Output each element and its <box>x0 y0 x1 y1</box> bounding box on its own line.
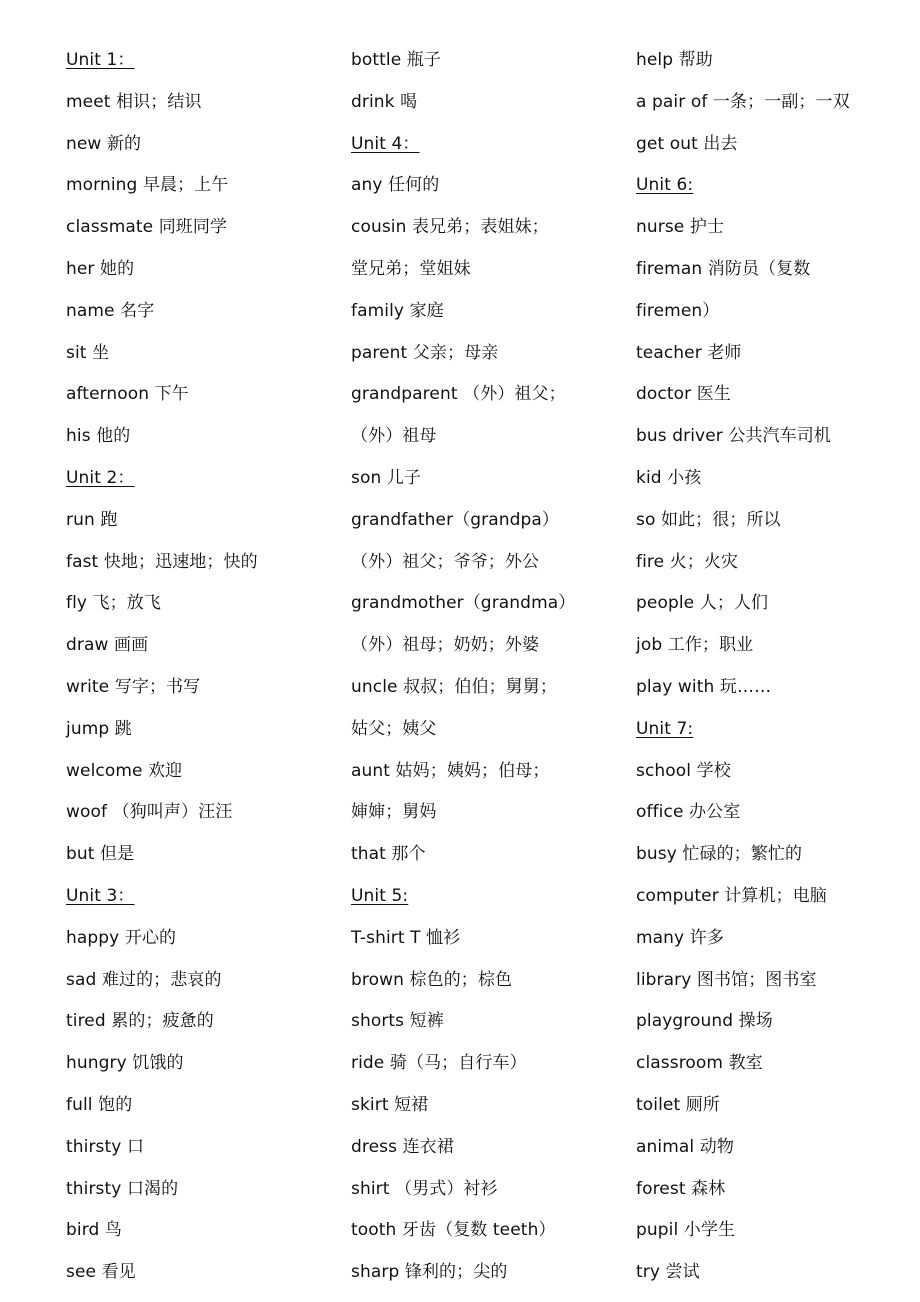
vocabulary-entry-text: job 工作；职业 <box>636 635 754 656</box>
vocabulary-entry <box>351 1092 575 1134</box>
vocabulary-entry-text: happy 开心的 <box>66 927 177 948</box>
vocabulary-entry-text: library 图书馆；图书室 <box>636 969 817 990</box>
vocabulary-entry <box>351 1176 575 1218</box>
vocabulary-entry <box>636 1050 850 1092</box>
vocabulary-entry <box>66 340 258 382</box>
vocabulary-entry <box>636 925 850 967</box>
vocabulary-entry <box>66 925 258 967</box>
vocabulary-entry-text: his 他的 <box>66 426 131 447</box>
vocabulary-entry <box>351 298 575 340</box>
vocabulary-entry <box>66 1217 258 1259</box>
vocabulary-entry <box>636 1259 850 1301</box>
vocabulary-entry <box>66 549 258 591</box>
vocabulary-entry-text: school 学校 <box>636 760 731 781</box>
vocabulary-entry-text: hungry 饥饿的 <box>66 1053 184 1074</box>
vocabulary-entry-text: fly 飞；放飞 <box>66 593 161 614</box>
vocabulary-entry-text: brown 棕色的；棕色 <box>351 969 513 990</box>
vocabulary-entry-text: playground 操场 <box>636 1011 773 1032</box>
vocabulary-entry <box>636 340 850 382</box>
vocabulary-entry <box>636 758 850 800</box>
vocabulary-entry <box>636 549 850 591</box>
vocabulary-entry <box>351 1217 575 1259</box>
vocabulary-entry <box>636 89 850 131</box>
vocabulary-entry-text: people 人；人们 <box>636 593 769 614</box>
vocabulary-entry-text: see 看见 <box>66 1262 136 1283</box>
vocabulary-entry-text: a pair of 一条；一副；一双 <box>636 91 850 112</box>
vocabulary-entry <box>66 716 258 758</box>
vocabulary-entry <box>66 632 258 674</box>
vocabulary-entry <box>66 1092 258 1134</box>
vocabulary-entry <box>636 632 850 674</box>
unit-heading-text: Unit 5: <box>351 885 409 906</box>
vocabulary-entry-text: woof （狗叫声）汪汪 <box>66 802 233 823</box>
vocabulary-entry <box>351 172 575 214</box>
vocabulary-entry <box>351 716 575 758</box>
vocabulary-entry-text: busy 忙碌的；繁忙的 <box>636 844 803 865</box>
vocabulary-entry-text: teacher 老师 <box>636 342 742 363</box>
vocabulary-entry-text: new 新的 <box>66 133 142 154</box>
vocabulary-column-1 <box>66 47 258 1301</box>
vocabulary-entry <box>636 1134 850 1176</box>
vocabulary-entry-text: 堂兄弟；堂姐妹 <box>351 258 471 279</box>
vocabulary-entry <box>636 507 850 549</box>
unit-heading <box>636 172 850 214</box>
vocabulary-entry <box>351 758 575 800</box>
vocabulary-entry-text: any 任何的 <box>351 175 440 196</box>
vocabulary-entry-text: sit 坐 <box>66 342 110 363</box>
vocabulary-entry-text: help 帮助 <box>636 50 713 70</box>
vocabulary-entry <box>66 799 258 841</box>
vocabulary-entry-text: dress 连衣裙 <box>351 1136 454 1157</box>
vocabulary-entry <box>66 298 258 340</box>
vocabulary-entry-text: drink 喝 <box>351 91 418 112</box>
vocabulary-entry-text: grandmother（grandma） <box>351 593 576 614</box>
vocabulary-entry-text: thirsty 口渴的 <box>66 1178 179 1199</box>
vocabulary-entry <box>351 256 575 298</box>
vocabulary-entry <box>351 465 575 507</box>
vocabulary-entry <box>66 967 258 1009</box>
vocabulary-entry-text: animal 动物 <box>636 1136 734 1157</box>
vocabulary-entry-text: pupil 小学生 <box>636 1220 736 1241</box>
vocabulary-entry-text: bus driver 公共汽车司机 <box>636 426 831 447</box>
vocabulary-entry-text: sad 难过的；悲哀的 <box>66 969 222 990</box>
vocabulary-entry <box>351 381 575 423</box>
vocabulary-entry-text: nurse 护士 <box>636 217 725 238</box>
vocabulary-entry-text: tooth 牙齿（复数 teeth） <box>351 1220 556 1241</box>
vocabulary-entry-text: welcome 欢迎 <box>66 760 183 781</box>
vocabulary-entry-text: fast 快地；迅速地；快的 <box>66 551 258 572</box>
vocabulary-entry <box>66 1050 258 1092</box>
vocabulary-entry <box>66 1008 258 1050</box>
vocabulary-entry-text: fireman 消防员（复数 <box>636 258 811 279</box>
vocabulary-entry-text: so 如此；很；所以 <box>636 509 781 530</box>
vocabulary-entry-text: uncle 叔叔；伯伯；舅舅； <box>351 676 557 697</box>
unit-heading-text: Unit 1： <box>66 50 135 70</box>
vocabulary-entry <box>351 1259 575 1301</box>
vocabulary-entry <box>66 1176 258 1218</box>
vocabulary-entry-text: firemen） <box>636 300 720 321</box>
vocabulary-entry-text: son 儿子 <box>351 467 422 488</box>
vocabulary-entry <box>636 47 850 89</box>
vocabulary-entry-text: her 她的 <box>66 258 135 279</box>
vocabulary-entry-text: doctor 医生 <box>636 384 731 405</box>
vocabulary-entry-text: draw 画画 <box>66 635 149 656</box>
vocabulary-entry-text: （外）祖母 <box>351 426 437 447</box>
unit-heading-text: Unit 6: <box>636 175 694 196</box>
vocabulary-entry <box>636 214 850 256</box>
vocabulary-entry <box>66 381 258 423</box>
vocabulary-column-3 <box>636 47 850 1301</box>
vocabulary-entry-text: parent 父亲；母亲 <box>351 342 499 363</box>
vocabulary-entry-text: family 家庭 <box>351 300 444 321</box>
vocabulary-entry-text: forest 森林 <box>636 1178 726 1199</box>
vocabulary-entry-text: kid 小孩 <box>636 467 702 488</box>
vocabulary-entry <box>66 507 258 549</box>
vocabulary-entry-text: that 那个 <box>351 844 426 865</box>
vocabulary-entry <box>66 256 258 298</box>
unit-heading <box>351 883 575 925</box>
vocabulary-entry <box>351 549 575 591</box>
vocabulary-entry-text: but 但是 <box>66 844 135 865</box>
vocabulary-entry-text: tired 累的；疲惫的 <box>66 1011 214 1032</box>
vocabulary-entry <box>351 89 575 131</box>
vocabulary-entry <box>66 590 258 632</box>
vocabulary-entry <box>636 1008 850 1050</box>
vocabulary-entry-text: classmate 同班同学 <box>66 217 228 238</box>
vocabulary-entry <box>636 1092 850 1134</box>
unit-heading <box>636 716 850 758</box>
vocabulary-entry-text: （外）祖父；爷爷；外公 <box>351 551 540 572</box>
vocabulary-entry <box>351 925 575 967</box>
vocabulary-entry <box>351 507 575 549</box>
vocabulary-entry-text: fire 火；火灾 <box>636 551 739 572</box>
vocabulary-entry <box>636 1176 850 1218</box>
vocabulary-entry <box>636 298 850 340</box>
vocabulary-entry <box>351 674 575 716</box>
vocabulary-entry <box>636 841 850 883</box>
vocabulary-entry-text: bird 鸟 <box>66 1220 122 1241</box>
unit-heading <box>351 131 575 173</box>
vocabulary-entry <box>636 256 850 298</box>
vocabulary-entry-text: aunt 姑妈；姨妈；伯母； <box>351 760 550 781</box>
vocabulary-entry-text: many 许多 <box>636 927 724 948</box>
vocabulary-entry-text: shorts 短裤 <box>351 1011 444 1032</box>
vocabulary-entry <box>351 340 575 382</box>
vocabulary-entry <box>66 89 258 131</box>
vocabulary-entry-text: 婶婶；舅妈 <box>351 802 437 823</box>
vocabulary-entry <box>636 883 850 925</box>
vocabulary-entry <box>351 590 575 632</box>
vocabulary-entry-text: ride 骑（马；自行车） <box>351 1053 527 1074</box>
vocabulary-entry-text: meet 相识；结识 <box>66 91 202 112</box>
vocabulary-entry-text: jump 跳 <box>66 718 132 739</box>
vocabulary-entry-text: grandfather（grandpa） <box>351 509 560 530</box>
vocabulary-entry <box>636 674 850 716</box>
vocabulary-entry <box>66 841 258 883</box>
vocabulary-entry <box>636 465 850 507</box>
vocabulary-entry <box>351 423 575 465</box>
vocabulary-entry-text: T-shirt T 恤衫 <box>351 927 461 948</box>
vocabulary-entry-text: skirt 短裙 <box>351 1094 429 1115</box>
unit-heading-text: Unit 2： <box>66 467 135 488</box>
vocabulary-entry <box>351 841 575 883</box>
vocabulary-entry <box>351 214 575 256</box>
vocabulary-entry <box>636 131 850 173</box>
vocabulary-entry-text: shirt （男式）衬衫 <box>351 1178 498 1199</box>
vocabulary-entry-text: （外）祖母；奶奶；外婆 <box>351 635 540 656</box>
unit-heading <box>66 47 258 89</box>
vocabulary-entry-text: write 写字；书写 <box>66 676 201 697</box>
vocabulary-entry <box>351 1134 575 1176</box>
vocabulary-entry-text: get out 出去 <box>636 133 738 154</box>
vocabulary-entry <box>636 381 850 423</box>
vocabulary-entry <box>66 131 258 173</box>
vocabulary-entry <box>636 1217 850 1259</box>
vocabulary-entry-text: grandparent （外）祖父； <box>351 384 566 405</box>
vocabulary-entry <box>351 967 575 1009</box>
vocabulary-entry-text: office 办公室 <box>636 802 741 823</box>
vocabulary-entry <box>636 799 850 841</box>
vocabulary-entry <box>636 590 850 632</box>
unit-heading <box>66 465 258 507</box>
vocabulary-entry <box>66 423 258 465</box>
vocabulary-entry-text: bottle 瓶子 <box>351 50 442 70</box>
vocabulary-entry <box>66 214 258 256</box>
vocabulary-entry-text: toilet 厕所 <box>636 1094 720 1115</box>
vocabulary-entry <box>66 1259 258 1301</box>
vocabulary-entry <box>351 1050 575 1092</box>
vocabulary-entry-text: morning 早晨；上午 <box>66 175 229 196</box>
unit-heading <box>66 883 258 925</box>
vocabulary-entry-text: try 尝试 <box>636 1262 700 1283</box>
vocabulary-entry-text: full 饱的 <box>66 1094 133 1115</box>
vocabulary-entry <box>66 758 258 800</box>
vocabulary-entry <box>351 632 575 674</box>
unit-heading-text: Unit 7: <box>636 718 694 739</box>
vocabulary-entry <box>66 172 258 214</box>
vocabulary-entry <box>351 1008 575 1050</box>
vocabulary-entry-text: run 跑 <box>66 509 118 530</box>
vocabulary-entry-text: sharp 锋利的；尖的 <box>351 1262 508 1283</box>
vocabulary-entry <box>351 799 575 841</box>
vocabulary-entry <box>351 47 575 89</box>
vocabulary-entry <box>636 423 850 465</box>
unit-heading-text: Unit 4： <box>351 133 420 154</box>
vocabulary-entry <box>66 1134 258 1176</box>
vocabulary-entry-text: afternoon 下午 <box>66 384 189 405</box>
vocabulary-entry-text: classroom 教室 <box>636 1053 763 1074</box>
vocabulary-entry <box>66 674 258 716</box>
vocabulary-entry-text: cousin 表兄弟；表姐妹； <box>351 217 549 238</box>
vocabulary-entry-text: name 名字 <box>66 300 155 321</box>
vocabulary-column-2 <box>351 47 575 1301</box>
vocabulary-entry-text: 姑父；姨父 <box>351 718 437 739</box>
vocabulary-entry-text: thirsty 口 <box>66 1136 145 1157</box>
unit-heading-text: Unit 3： <box>66 885 135 906</box>
vocabulary-entry-text: play with 玩…… <box>636 676 772 697</box>
vocabulary-entry-text: computer 计算机；电脑 <box>636 885 827 906</box>
vocabulary-entry <box>636 967 850 1009</box>
